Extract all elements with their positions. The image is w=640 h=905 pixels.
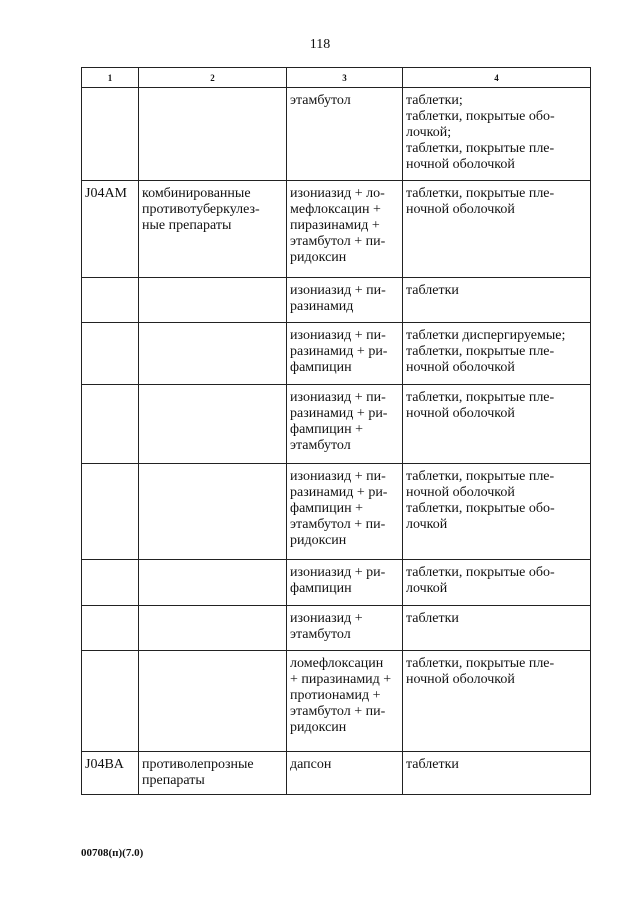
substance-cell [287, 464, 403, 560]
dosage-form-cell [403, 88, 591, 181]
group-cell [139, 560, 287, 606]
group-name: противолепрозные препараты [142, 757, 254, 788]
atc-code: J04BA [85, 757, 124, 772]
atc-code: J04AM [85, 186, 128, 201]
atc-code-cell [82, 88, 139, 181]
atc-code-cell [82, 278, 139, 323]
dosage-form: таблетки, покрытые пле- ночной оболочкой таблетки, покрытые обо- лочкой [406, 469, 555, 532]
column-header-1: 1 [82, 68, 139, 88]
substance-cell [287, 88, 403, 181]
substance-cell [287, 651, 403, 752]
table-row [82, 464, 591, 560]
substance-cell [287, 606, 403, 651]
atc-code-cell [82, 752, 139, 795]
substance-name: изониазид + пи- разинамид [290, 283, 386, 314]
dosage-form-cell [403, 323, 591, 385]
substance-name: изониазид + пи- разинамид + ри- фампицин [290, 328, 388, 375]
substance-name: изониазид + ри- фампицин [290, 565, 386, 596]
atc-code-cell [82, 464, 139, 560]
dosage-form-cell [403, 606, 591, 651]
substance-name: дапсон [290, 757, 332, 772]
atc-code-cell [82, 181, 139, 278]
substance-cell [287, 560, 403, 606]
dosage-form: таблетки, покрытые пле- ночной оболочкой [406, 186, 555, 217]
group-cell [139, 323, 287, 385]
group-cell [139, 278, 287, 323]
page-number: 118 [309, 37, 331, 52]
atc-code-cell [82, 560, 139, 606]
substance-name: этамбутол [290, 93, 351, 108]
dosage-form-cell [403, 385, 591, 464]
column-header-3: 3 [287, 68, 403, 88]
column-header-4: 4 [403, 68, 591, 88]
substance-cell [287, 181, 403, 278]
substance-name: изониазид + ло- мефлоксацин + пиразинамид + этамбутол + пи- ридоксин [290, 186, 386, 265]
group-name: комбинированные противотуберкулез- ные препараты [142, 186, 260, 233]
dosage-form-cell [403, 651, 591, 752]
column-header-2: 2 [139, 68, 287, 88]
dosage-form: таблетки, покрытые обо- лочкой [406, 565, 555, 596]
substance-name: изониазид + этамбутол [290, 611, 363, 642]
dosage-form-cell [403, 560, 591, 606]
group-cell [139, 88, 287, 181]
group-cell [139, 606, 287, 651]
atc-code-cell [82, 651, 139, 752]
table-row [82, 752, 591, 795]
atc-code-cell [82, 606, 139, 651]
drug-table [81, 67, 591, 795]
table-row [82, 606, 591, 651]
table-header-row [82, 68, 591, 88]
atc-code-cell [82, 385, 139, 464]
table-row [82, 278, 591, 323]
atc-code-cell [82, 323, 139, 385]
group-cell [139, 464, 287, 560]
group-cell [139, 752, 287, 795]
substance-cell [287, 752, 403, 795]
substance-cell [287, 278, 403, 323]
dosage-form: таблетки [406, 283, 459, 298]
dosage-form: таблетки [406, 611, 459, 626]
group-cell [139, 385, 287, 464]
table-row [82, 560, 591, 606]
dosage-form: таблетки [406, 757, 459, 772]
document-code: 00708(п)(7.0) [81, 847, 144, 859]
dosage-form: таблетки, покрытые пле- ночной оболочкой [406, 390, 555, 421]
substance-name: изониазид + пи- разинамид + ри- фампицин + этамбутол + пи- ридоксин [290, 469, 388, 548]
table-row [82, 88, 591, 181]
dosage-form: таблетки; таблетки, покрытые обо- лочкой; таблетки, покрытые пле- ночной оболочкой [406, 93, 555, 172]
table-row [82, 385, 591, 464]
substance-cell [287, 385, 403, 464]
substance-name: изониазид + пи- разинамид + ри- фампицин + этамбутол [290, 390, 388, 453]
dosage-form-cell [403, 278, 591, 323]
group-cell [139, 651, 287, 752]
substance-name: ломефлоксацин + пиразинамид + протионамид + этамбутол + пи- ридоксин [290, 656, 392, 735]
table-row [82, 651, 591, 752]
substance-cell [287, 323, 403, 385]
group-cell [139, 181, 287, 278]
dosage-form-cell [403, 752, 591, 795]
table-row [82, 323, 591, 385]
dosage-form-cell [403, 181, 591, 278]
dosage-form: таблетки, покрытые пле- ночной оболочкой [406, 656, 555, 687]
dosage-form: таблетки диспергируемые; таблетки, покрытые пле- ночной оболочкой [406, 328, 566, 375]
dosage-form-cell [403, 464, 591, 560]
table-row [82, 181, 591, 278]
